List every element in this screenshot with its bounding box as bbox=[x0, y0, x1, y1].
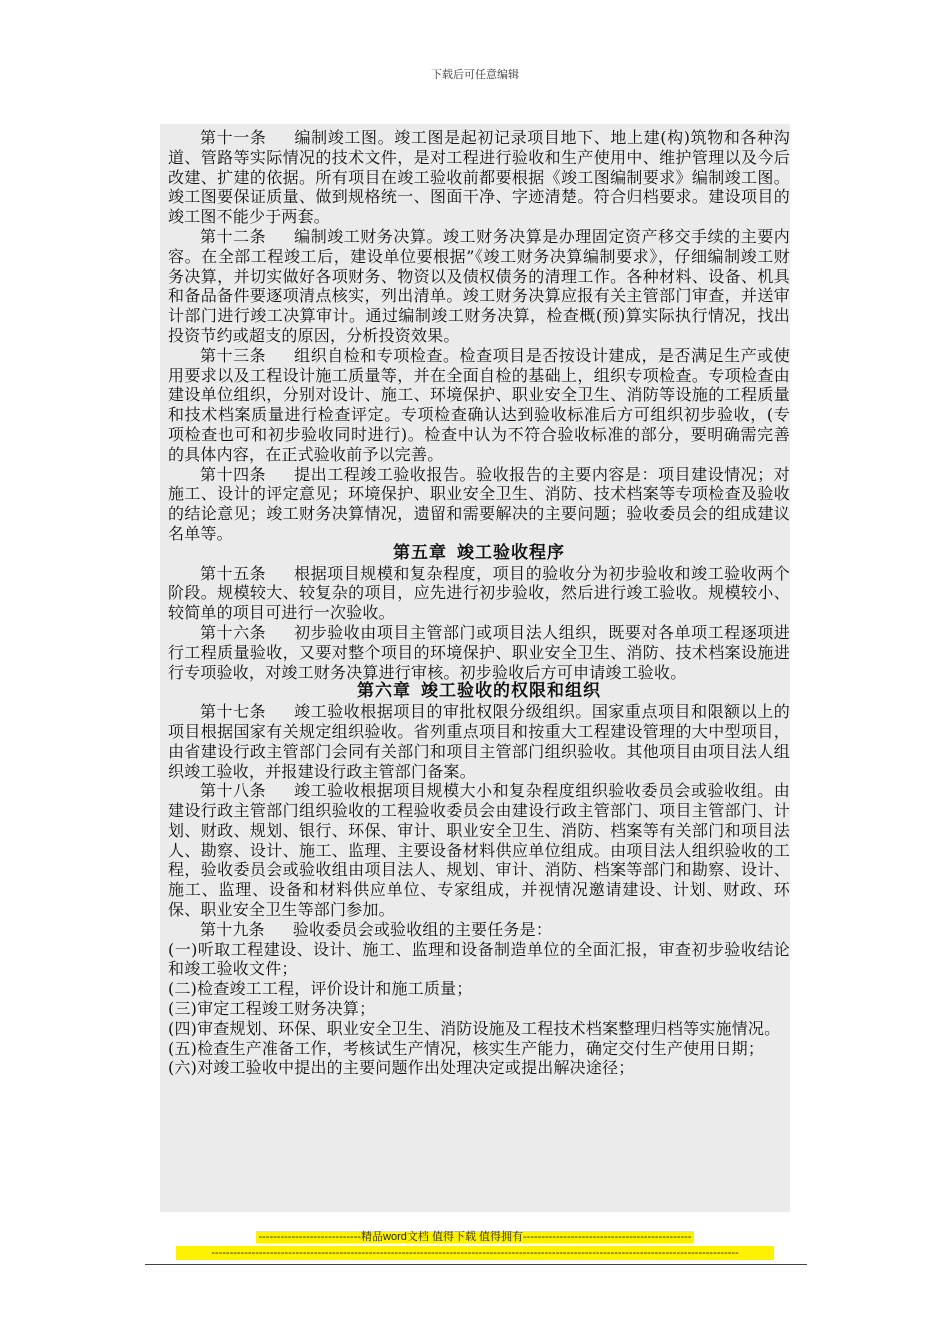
chapter-number: 第五章 bbox=[393, 542, 447, 563]
chapter-title: 竣工验收程序 bbox=[457, 542, 565, 563]
footer-rule bbox=[145, 1264, 807, 1265]
article-text: 竣工验收根据项目规模大小和复杂程度组织验收委员会或验收组。由建设行政主管部门组织验收的工程验收委员会由建设行政主管部门、项目主管部门、计划、财政、规划、银行、环保、审计、职业安全卫生、消防、档案等有关部门和项目法人、勘察、设计、施工、监理、主要设备材料供应单位组成。由项目法人组织验收的工程，验收委员会或验收组由项目法人、规划、审计、消防、档案等部门和勘察、设计、施工、监理、设备和材料供应单位、专家组成，并视情况邀请建设、计划、财政、环保、职业安全卫生等部门参加。 bbox=[168, 781, 790, 920]
chapter-title: 竣工验收的权限和组织 bbox=[421, 681, 601, 702]
article-text: 验收委员会或验收组的主要任务是： bbox=[292, 919, 553, 939]
article-text: 组织自检和专项检查。检查项目是否按设计建成，是否满足生产或使用要求以及工程设计施工质量等，并在全面自检的基础上，组织专项检查。专项检查由建设单位组织，分别对设计、施工、环境保护、职业安全卫生、消防等设施的工程质量和技术档案质量进行检查评定。专项检查确认达到验收标准后方可组织初步验收，(专项检查也可和初步验收同时进行)。检查中认为不符合验收标准的部分，要明确需完善的具体内容，在正式验收前予以完善。 bbox=[168, 345, 790, 464]
article-text: 根据项目规模和复杂程度，项目的验收分为初步验收和竣工验收两个阶段。规模较大、较复杂的项目，应先进行初步验收，然后进行竣工验收。规模较小、较简单的项目可进行一次验收。 bbox=[168, 563, 790, 623]
article-text: 编制竣工财务决算。竣工财务决算是办理固定资产移交手续的主要内容。在全部工程竣工后，建设单位要根据”《竣工财务决算编制要求》，仔细编制竣工财务决算，并切实做好各项财务、物资以及债权债务的清理工作。各种材料、设备、机具和备品备件要逐项清点核实，列出清单。竣工财务决算应报有关主管部门审查，并送审计部门进行竣工决算审计。通过编制竣工财务决算，检查概(预)算实际执行情况，找出投资节约或超支的原因，分析投资效果。 bbox=[168, 226, 790, 345]
article-label: 第十六条 bbox=[200, 622, 267, 642]
header-note: 下载后可任意编辑 bbox=[431, 68, 519, 81]
article-text: 竣工验收根据项目的审批权限分级组织。国家重点项目和限额以上的项目根据国家有关规定组织验收。省列重点项目和按重大工程建设管理的大中型项目，由省建设行政主管部门会同有关部门和项目主管部门组织验收。其他项目由项目法人组织竣工验收，并报建设行政主管部门备案。 bbox=[168, 702, 790, 781]
article-15 bbox=[168, 564, 790, 623]
article-17 bbox=[168, 702, 790, 781]
chapter-number: 第六章 bbox=[357, 681, 411, 702]
task-item-5: (五)检查生产准备工作，考核试生产情况，核实生产能力，确定交付生产使用日期； bbox=[168, 1038, 765, 1058]
task-item-4: (四)审查规划、环保、职业安全卫生、消防设施及工程技术档案整理归档等实施情况。 bbox=[168, 1018, 781, 1038]
footer-dash-text: ------------------------------------------------------------------------------------------------------------------------------------------------ bbox=[176, 1246, 774, 1260]
chapter-5-heading bbox=[168, 544, 790, 564]
article-19 bbox=[168, 920, 790, 940]
chapter-6-heading bbox=[168, 682, 790, 702]
article-16 bbox=[168, 623, 790, 682]
article-label: 第十三条 bbox=[200, 345, 267, 365]
document-body bbox=[160, 124, 790, 1212]
footer-banner bbox=[176, 1230, 774, 1244]
article-label: 第十九条 bbox=[200, 919, 265, 939]
article-text: 编制竣工图。竣工图是起初记录项目地下、地上建(构)筑物和各种沟道、管路等实际情况的技术文件，是对工程进行验收和生产使用中、维护管理以及今后改建、扩建的依据。所有项目在竣工验收前都要根据《竣工图编制要求》编制竣工图。竣工图要保证质量、做到规格统一、图面干净、字迹清楚。符合归档要求。建设项目的竣工图不能少于两套。 bbox=[168, 128, 790, 227]
article-label: 第十四条 bbox=[200, 464, 267, 484]
footer-dash-line bbox=[176, 1246, 774, 1264]
article-label: 第十一条 bbox=[200, 128, 267, 147]
article-label: 第十五条 bbox=[200, 563, 267, 583]
article-11 bbox=[168, 128, 790, 227]
article-label: 第十七条 bbox=[200, 702, 267, 722]
footer-banner-text: ----------------------------精品word文档 值得下载 值得拥有---------------------------------------------- bbox=[258, 1231, 692, 1243]
article-label: 第十二条 bbox=[200, 226, 267, 246]
article-label: 第十八条 bbox=[200, 781, 267, 801]
article-18 bbox=[168, 781, 790, 920]
task-item-6: (六)对竣工验收中提出的主要问题作出处理决定或提出解决途径； bbox=[168, 1058, 635, 1078]
article-13 bbox=[168, 346, 790, 465]
article-text: 初步验收由项目主管部门或项目法人组织，既要对各单项工程逐项进行工程质量验收，又要对整个项目的环境保护、职业安全卫生、消防、技术档案设施进行专项验收，对竣工财务决算进行审核。初步验收后方可申请竣工验收。 bbox=[168, 622, 790, 682]
task-item-3: (三)审定工程竣工财务决算； bbox=[168, 999, 376, 1019]
article-12 bbox=[168, 227, 790, 346]
article-14 bbox=[168, 465, 790, 544]
task-item-2: (二)检查竣工工程，评价设计和施工质量； bbox=[168, 979, 473, 999]
article-text: 提出工程竣工验收报告。验收报告的主要内容是：项目建设情况；对施工、设计的评定意见；环境保护、职业安全卫生、消防、技术档案等专项检查及验收的结论意见；竣工财务决算情况，遗留和需要解决的主要问题；验收委员会的组成建议名单等。 bbox=[168, 464, 790, 543]
task-item-1: (一)听取工程建设、设计、施工、监理和设备制造单位的全面汇报，审查初步验收结论和竣工验收文件； bbox=[168, 939, 790, 979]
